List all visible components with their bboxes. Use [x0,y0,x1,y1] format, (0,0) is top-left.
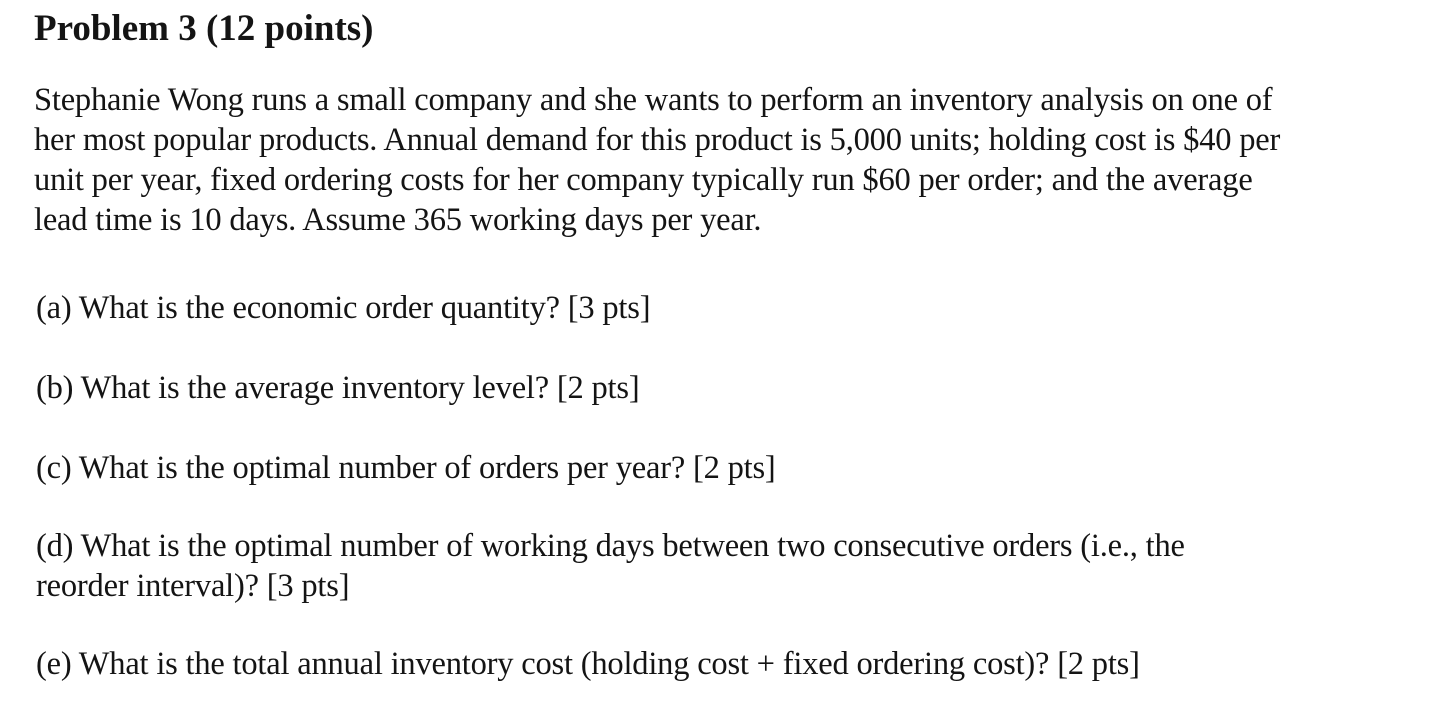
question-line: (a) What is the economic order quantity? [3 pts] [36,290,651,326]
question-line: (e) What is the total annual inventory cost (holding cost + fixed ordering cost)? [2 pts] [36,646,1140,682]
problem-title: Problem 3 (12 points) [34,8,374,49]
question-line: (b) What is the average inventory level? [2 pts] [36,370,640,406]
question-e [36,644,1140,684]
question-c [36,448,776,488]
problem-statement [34,80,1404,240]
question-a [36,288,650,328]
question-line: (d) What is the optimal number of working days between two consecutive orders (i.e., the [36,528,1185,564]
statement-line: unit per year, fixed ordering costs for her company typically run $60 per order; and the average [34,162,1253,198]
question-b [36,368,639,408]
statement-line: Stephanie Wong runs a small company and she wants to perform an inventory analysis on one of [34,82,1273,118]
statement-line: her most popular products. Annual demand for this product is 5,000 units; holding cost is $40 per [34,122,1281,158]
statement-line: lead time is 10 days. Assume 365 working days per year. [34,202,762,238]
question-d [36,526,1185,606]
question-line: reorder interval)? [3 pts] [36,568,350,604]
question-line: (c) What is the optimal number of orders per year? [2 pts] [36,450,776,486]
